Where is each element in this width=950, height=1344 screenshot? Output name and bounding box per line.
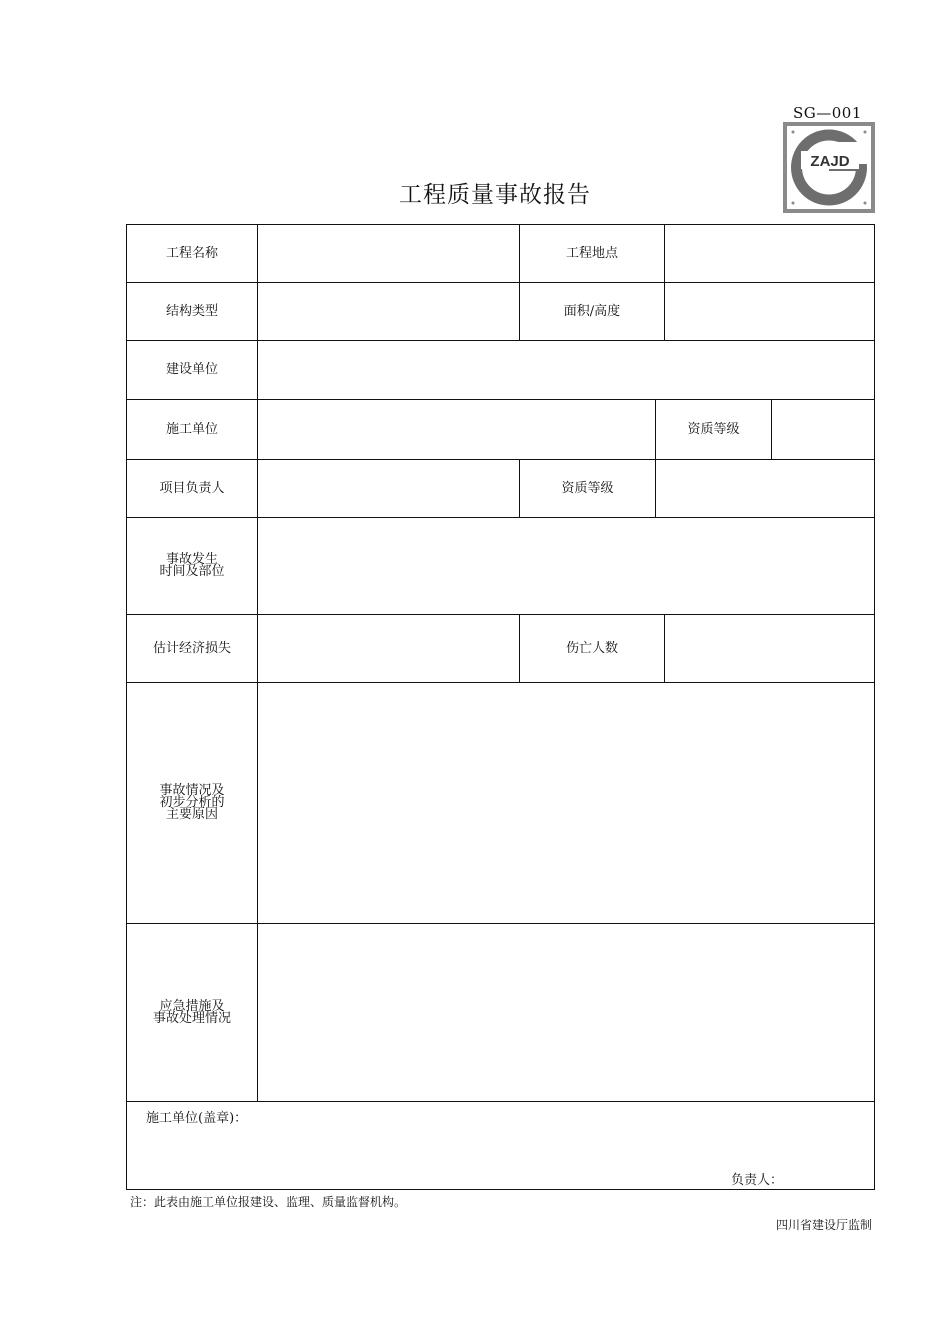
accident-analysis-line3: 主要原因 (165, 807, 218, 822)
accident-time-label-line1: 事故发生 (165, 552, 218, 567)
row-accident-analysis (127, 683, 874, 924)
page-title: 工程质量事故报告 (399, 182, 591, 208)
project-name-label: 工程名称 (127, 225, 258, 282)
project-manager-label: 项目负责人 (127, 460, 258, 517)
signature-person-label: 负责人： (731, 1173, 784, 1188)
accident-time-label-line2: 时间及部位 (159, 564, 225, 579)
row-structure-type (127, 283, 874, 341)
logo-text: ZAJD (810, 153, 850, 170)
economic-loss-field[interactable] (258, 615, 520, 682)
accident-analysis-line2: 初步分析的 (159, 795, 225, 810)
signature-unit-label: 施工单位(盖章)： (146, 1111, 248, 1126)
structure-type-field[interactable] (258, 283, 520, 340)
row-project-name (127, 225, 874, 283)
row-emergency-measures (127, 924, 874, 1102)
project-manager-field[interactable] (258, 460, 520, 517)
economic-loss-label: 估计经济损失 (127, 615, 258, 682)
qualification-field-2[interactable] (656, 460, 874, 517)
row-construction-unit (127, 400, 874, 460)
builder-unit-field[interactable] (258, 341, 874, 399)
construction-unit-field[interactable] (258, 400, 656, 459)
project-name-field[interactable] (258, 225, 520, 282)
qualification-label-1: 资质等级 (656, 400, 772, 459)
builder-unit-label: 建设单位 (127, 341, 258, 399)
casualties-label: 伤亡人数 (520, 615, 665, 682)
emergency-label (127, 924, 258, 1101)
row-economic-loss (127, 615, 874, 683)
footer-note: 注：此表由施工单位报建设、监理、质量监督机构。 (130, 1195, 407, 1209)
emergency-field[interactable] (258, 924, 874, 1101)
project-location-label: 工程地点 (520, 225, 665, 282)
row-accident-time (127, 518, 874, 615)
accident-analysis-field[interactable] (258, 683, 874, 923)
accident-report-form (126, 224, 875, 1190)
construction-unit-label: 施工单位 (127, 400, 258, 459)
emergency-line1: 应急措施及 (159, 998, 225, 1014)
casualties-field[interactable] (665, 615, 874, 682)
qualification-label-2: 资质等级 (520, 460, 656, 517)
accident-analysis-line1: 事故情况及 (159, 783, 225, 798)
row-builder-unit (127, 341, 874, 400)
accident-analysis-label (127, 683, 258, 923)
form-code: SG—001 (793, 104, 862, 122)
accident-time-label (127, 518, 258, 614)
area-height-label: 面积/高度 (520, 283, 665, 340)
structure-type-label: 结构类型 (127, 283, 258, 340)
row-project-manager (127, 460, 874, 518)
project-location-field[interactable] (665, 225, 874, 282)
area-height-field[interactable] (665, 283, 874, 340)
qualification-field-1[interactable] (772, 400, 874, 459)
signature-block[interactable] (127, 1101, 874, 1189)
accident-time-field[interactable] (258, 518, 874, 614)
emergency-line2: 事故处理情况 (152, 1010, 231, 1026)
supervisor-text: 四川省建设厅监制 (776, 1218, 873, 1232)
